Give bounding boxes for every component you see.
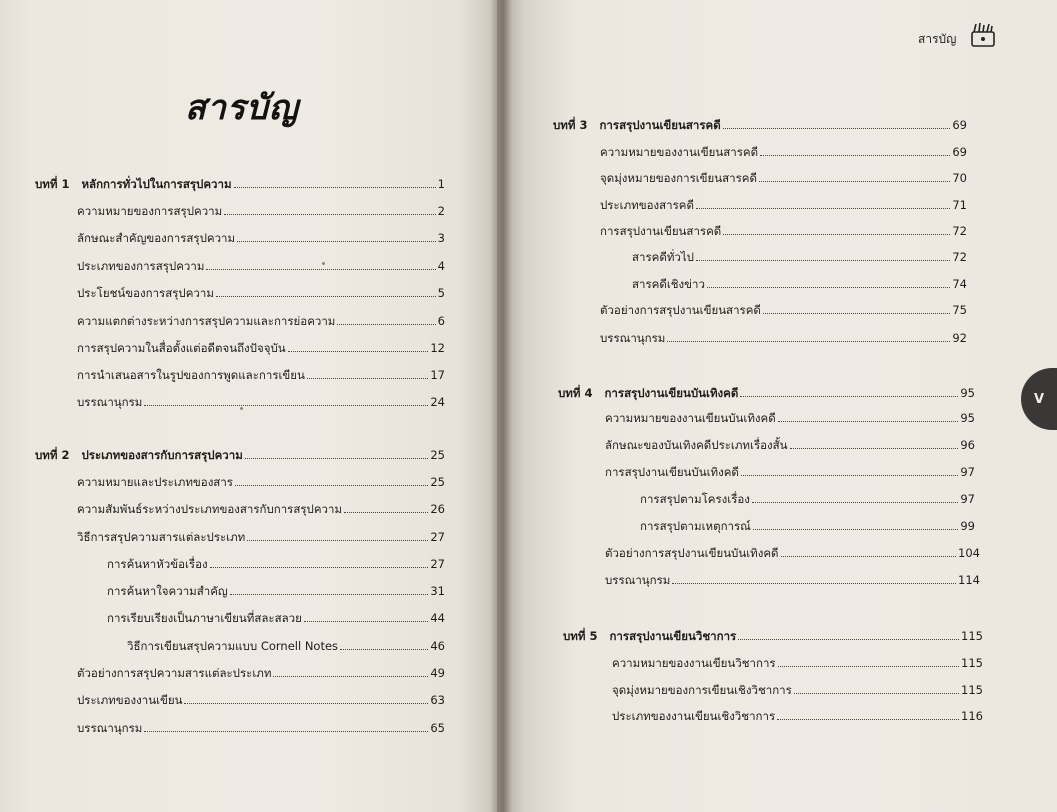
dot-leader [740, 396, 958, 397]
page-number: 95 [960, 386, 975, 400]
dot-leader [206, 269, 435, 270]
entry-title: วิธีการเขียนสรุปความแบบ Cornell Notes [127, 639, 339, 653]
toc-entry[interactable] [605, 572, 980, 588]
entry-title: ประเภทของงานเขียนเชิงวิชาการ [612, 709, 776, 723]
chapter-title: การสรุปงานเขียนบันเทิงคดี [604, 386, 739, 400]
page-number: 49 [430, 666, 445, 680]
toc-subentry[interactable] [640, 491, 975, 507]
page-number: 96 [960, 438, 975, 452]
chapter-label: บทที่ 2 [35, 448, 70, 462]
page-number: 26 [430, 502, 445, 516]
page-number: 74 [952, 277, 967, 291]
page-number: 69 [952, 118, 967, 132]
toc-subentry[interactable] [107, 556, 445, 572]
page-number: 92 [952, 331, 967, 345]
dot-leader [237, 241, 436, 242]
toc-entry[interactable] [600, 302, 967, 318]
running-header: สารบัญ [918, 32, 957, 46]
toc-subentry[interactable] [127, 638, 445, 654]
toc-chapter-2[interactable] [35, 447, 445, 463]
entry-title: ประโยชน์ของการสรุปความ [77, 286, 214, 300]
chapter-label: บทที่ 5 [563, 629, 598, 643]
page-number: 17 [430, 368, 445, 382]
toc-subentry[interactable] [107, 583, 445, 599]
page-number: 25 [430, 475, 445, 489]
book-stack-icon [968, 20, 998, 50]
toc-entry[interactable] [600, 330, 967, 346]
entry-title: ประเภทของการสรุปความ [77, 259, 205, 273]
page-number: 27 [430, 557, 445, 571]
toc-chapter-4[interactable] [558, 385, 975, 401]
entry-title: ลักษณะสำคัญของการสรุปความ [77, 231, 236, 245]
toc-entry[interactable] [605, 464, 975, 480]
dot-leader [288, 351, 429, 352]
toc-entry[interactable] [600, 223, 967, 239]
entry-title: การสรุปงานเขียนบันเทิงคดี [605, 465, 739, 479]
entry-title: ประเภทของสารคดี [600, 198, 694, 212]
dot-leader [753, 529, 959, 530]
page-number: 115 [961, 683, 983, 697]
dot-leader [723, 234, 950, 235]
dot-leader [707, 287, 950, 288]
page-number: 71 [952, 198, 967, 212]
entry-title: บรรณานุกรม [600, 331, 666, 345]
entry-title: ความหมายของงานเขียนสารคดี [600, 145, 759, 159]
toc-subentry[interactable] [640, 518, 975, 534]
entry-title: จุดมุ่งหมายของการเขียนสารคดี [600, 171, 757, 185]
toc-entry[interactable] [77, 285, 445, 301]
dot-leader [738, 639, 959, 640]
dot-leader [247, 540, 428, 541]
toc-entry[interactable] [77, 313, 445, 329]
page-number: 69 [952, 145, 967, 159]
entry-title: ลักษณะของบันเทิงคดีประเภทเรื่องสั้น [605, 438, 788, 452]
page-number: 46 [430, 639, 445, 653]
entry-title: การสรุปตามโครงเรื่อง [640, 492, 750, 506]
toc-entry[interactable] [612, 682, 983, 698]
dot-leader [337, 324, 435, 325]
toc-chapter-5[interactable] [563, 628, 983, 644]
dot-leader [144, 405, 428, 406]
dot-leader [245, 458, 429, 459]
toc-entry[interactable] [612, 708, 983, 724]
dot-leader [759, 181, 950, 182]
entry-title: การค้นหาใจความสำคัญ [107, 584, 228, 598]
toc-entry[interactable] [77, 501, 445, 517]
chapter-label: บทที่ 4 [558, 386, 593, 400]
entry-title: ความหมายของการสรุปความ [77, 204, 223, 218]
entry-title: ประเภทของงานเขียน [77, 693, 183, 707]
entry-title: การนำเสนอสารในรูปของการพูดและการเขียน [77, 368, 305, 382]
page-number: 99 [960, 519, 975, 533]
toc-entry[interactable] [600, 144, 967, 160]
dot-leader [790, 448, 959, 449]
entry-title: สารคดีเชิงข่าว [632, 277, 705, 291]
toc-subentry[interactable] [632, 249, 967, 265]
dot-leader [667, 341, 950, 342]
page-number: 25 [430, 448, 445, 462]
page-number: 27 [430, 530, 445, 544]
dot-leader [696, 260, 950, 261]
entry-title: วิธีการสรุปความสารแต่ละประเภท [77, 530, 246, 544]
side-tab-label: V [1033, 391, 1045, 407]
dot-leader [672, 583, 956, 584]
toc-entry[interactable] [77, 340, 445, 356]
entry-title: ตัวอย่างการสรุปงานเขียนสารคดี [600, 303, 761, 317]
page-number: 97 [960, 465, 975, 479]
page-number: 24 [430, 395, 445, 409]
dot-leader [216, 296, 436, 297]
page-number: 72 [952, 250, 967, 264]
entry-title: การสรุปตามเหตุการณ์ [640, 519, 751, 533]
page-number: 70 [952, 171, 967, 185]
page-number: 97 [960, 492, 975, 506]
toc-entry[interactable] [605, 545, 980, 561]
chapter-title: หลักการทั่วไปในการสรุปความ [81, 177, 232, 191]
entry-title: บรรณานุกรม [605, 573, 671, 587]
dot-leader [752, 502, 958, 503]
dot-leader [778, 421, 959, 422]
page-number: 6 [437, 314, 445, 328]
dot-leader [144, 731, 428, 732]
entry-title: การเรียบเรียงเป็นภาษาเขียนที่สละสลวย [107, 611, 302, 625]
entry-title: ตัวอย่างการสรุปงานเขียนบันเทิงคดี [605, 546, 779, 560]
toc-entry[interactable] [77, 474, 445, 490]
dot-leader [696, 208, 950, 209]
page-number: 104 [958, 546, 980, 560]
page-number: 72 [952, 224, 967, 238]
toc-entry[interactable] [77, 720, 445, 736]
toc-entry[interactable] [77, 665, 445, 681]
dot-leader [340, 649, 428, 650]
chapter-title: การสรุปงานเขียนสารคดี [599, 118, 721, 132]
toc-title: สารบัญ [185, 88, 299, 128]
dot-leader [235, 485, 428, 486]
entry-title: ความหมายของงานเขียนบันเทิงคดี [605, 411, 776, 425]
toc-entry[interactable] [77, 230, 445, 246]
dot-leader [273, 676, 428, 677]
page-number: 75 [952, 303, 967, 317]
dot-leader [210, 567, 429, 568]
toc-entry[interactable] [77, 394, 445, 410]
page-number: 115 [961, 629, 983, 643]
toc-entry[interactable] [605, 437, 975, 453]
dot-leader [741, 475, 958, 476]
toc-entry[interactable] [77, 367, 445, 383]
dot-leader [304, 621, 429, 622]
toc-chapter-3[interactable] [553, 117, 967, 133]
toc-entry[interactable] [77, 529, 445, 545]
page-number: 63 [430, 693, 445, 707]
dot-leader [778, 666, 959, 667]
toc-entry[interactable] [77, 203, 445, 219]
entry-title: การสรุปงานเขียนสารคดี [600, 224, 722, 238]
toc-entry[interactable] [605, 410, 975, 426]
chapter-label: บทที่ 1 [35, 177, 70, 191]
dot-leader [777, 719, 959, 720]
chapter-label: บทที่ 3 [553, 118, 588, 132]
dot-leader [781, 556, 957, 557]
chapter-title: ประเภทของสารกับการสรุปความ [81, 448, 243, 462]
dot-leader [307, 378, 428, 379]
dot-leader [760, 155, 950, 156]
toc-entry[interactable] [600, 170, 967, 186]
page-number: 31 [430, 584, 445, 598]
page-number: 2 [437, 204, 445, 218]
dot-leader [234, 187, 436, 188]
book-gutter [490, 0, 512, 812]
toc-chapter-1[interactable] [35, 176, 445, 192]
entry-title: ตัวอย่างการสรุปความสารแต่ละประเภท [77, 666, 272, 680]
toc-entry[interactable] [77, 258, 445, 274]
entry-title: ความแตกต่างระหว่างการสรุปความและการย่อความ [77, 314, 336, 328]
toc-subentry[interactable] [107, 610, 445, 626]
entry-title: การสรุปความในสื่อตั้งแต่อดีตจนถึงปัจจุบัน [77, 341, 286, 355]
page-number: 116 [961, 709, 983, 723]
page-number: 1 [437, 177, 445, 191]
page-number: 12 [430, 341, 445, 355]
dot-leader [224, 214, 435, 215]
page-number: 44 [430, 611, 445, 625]
toc-entry[interactable] [600, 197, 967, 213]
chapter-title: การสรุปงานเขียนวิชาการ [609, 629, 737, 643]
toc-entry[interactable] [77, 692, 445, 708]
page-number: 115 [961, 656, 983, 670]
dot-leader [723, 128, 951, 129]
page-number: 3 [437, 231, 445, 245]
page-number: 5 [437, 286, 445, 300]
page-number: 65 [430, 721, 445, 735]
dot-leader [344, 512, 428, 513]
toc-subentry[interactable] [632, 276, 967, 292]
entry-title: ความสัมพันธ์ระหว่างประเภทของสารกับการสรุปความ [77, 502, 343, 516]
entry-title: บรรณานุกรม [77, 721, 143, 735]
entry-title: การค้นหาหัวข้อเรื่อง [107, 557, 208, 571]
dot-leader [794, 693, 959, 694]
page-number: 4 [437, 259, 445, 273]
toc-entry[interactable] [612, 655, 983, 671]
entry-title: บรรณานุกรม [77, 395, 143, 409]
entry-title: จุดมุ่งหมายของการเขียนเชิงวิชาการ [612, 683, 792, 697]
dot-leader [763, 313, 950, 314]
page-number: 95 [960, 411, 975, 425]
dot-leader [184, 703, 428, 704]
entry-title: ความหมายและประเภทของสาร [77, 475, 233, 489]
entry-title: สารคดีทั่วไป [632, 250, 694, 264]
left-page [0, 0, 512, 812]
page-number: 114 [958, 573, 980, 587]
dot-leader [230, 594, 429, 595]
entry-title: ความหมายของงานเขียนวิชาการ [612, 656, 776, 670]
